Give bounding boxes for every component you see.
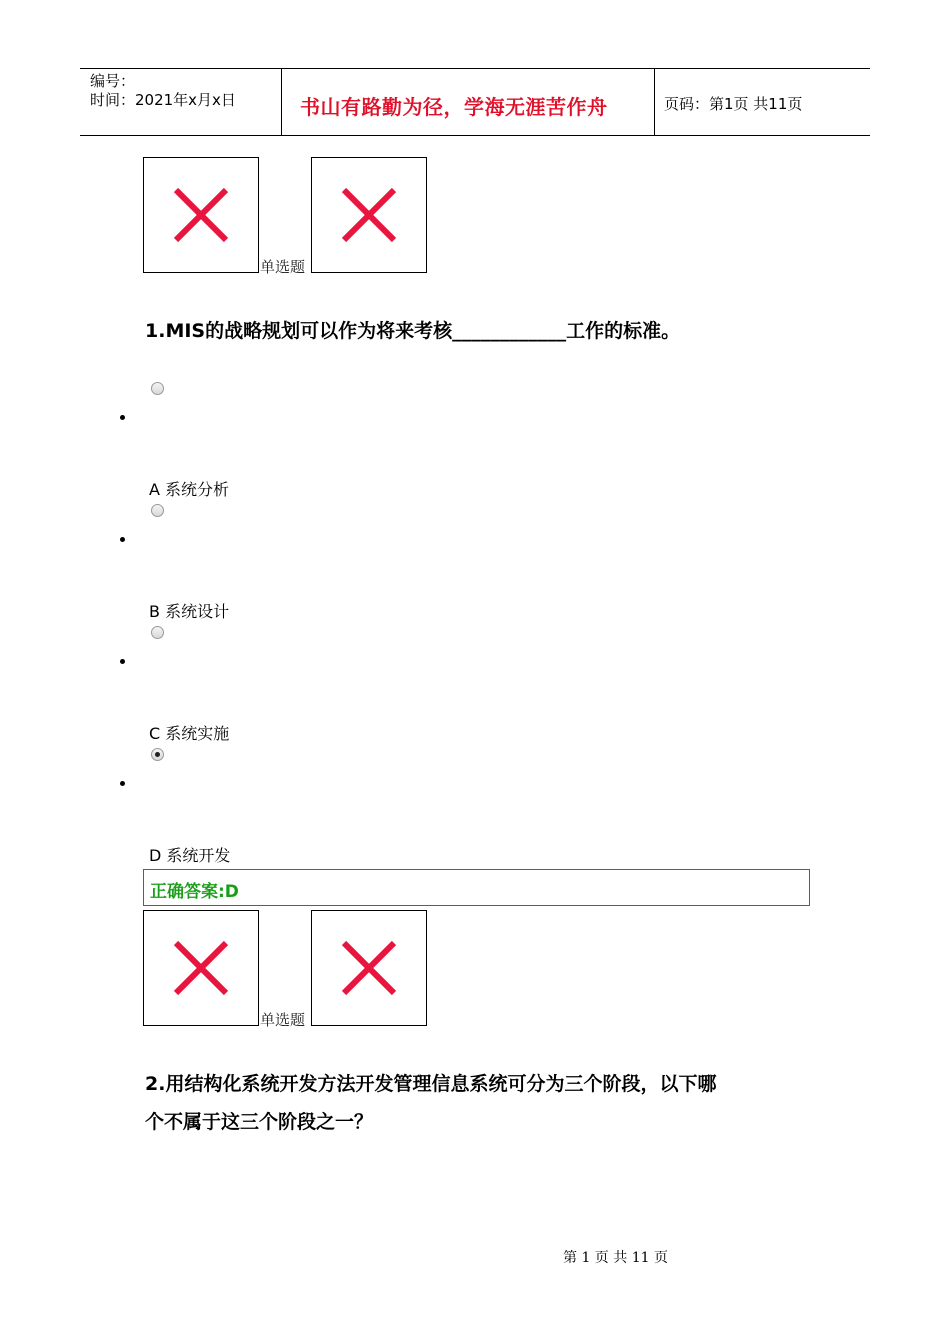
- question-2-text-line1: 2.用结构化系统开发方法开发管理信息系统可分为三个阶段，以下哪: [145, 1073, 717, 1095]
- header-bottom-rule: [80, 135, 870, 136]
- option-b-label: B 系统设计: [149, 602, 230, 621]
- broken-image-x-icon: [172, 186, 230, 244]
- list-bullet: [120, 415, 125, 420]
- question-1-text: 1.MIS的战略规划可以作为将来考核____________工作的标准。: [145, 320, 681, 342]
- broken-image-2: [311, 157, 427, 273]
- list-bullet: [120, 659, 125, 664]
- broken-image-3: [143, 910, 259, 1026]
- question-2-text-line2: 个不属于这三个阶段之一？: [145, 1111, 374, 1133]
- question-type-label: 单选题: [260, 1011, 306, 1029]
- header-top-rule: [80, 68, 870, 69]
- option-c-radio[interactable]: [151, 626, 164, 639]
- header-divider-right: [654, 69, 655, 136]
- broken-image-x-icon: [340, 186, 398, 244]
- option-b-radio[interactable]: [151, 504, 164, 517]
- option-a-label: A 系统分析: [149, 480, 230, 499]
- header-divider-left: [281, 69, 282, 136]
- answer-box: [143, 869, 810, 906]
- broken-image-x-icon: [340, 939, 398, 997]
- page-info: 页码：第1页 共11页: [664, 95, 803, 113]
- broken-image-4: [311, 910, 427, 1026]
- time-label: 时间：2021年x月x日: [90, 91, 236, 109]
- serial-label: 编号：: [90, 72, 136, 90]
- list-bullet: [120, 537, 125, 542]
- list-bullet: [120, 781, 125, 786]
- question-type-label: 单选题: [260, 258, 306, 276]
- correct-answer: 正确答案:D: [150, 882, 239, 902]
- header-motto: 书山有路勤为径，学海无涯苦作舟: [300, 95, 608, 119]
- option-a-radio[interactable]: [151, 382, 164, 395]
- page-footer: 第 1 页 共 11 页: [563, 1250, 668, 1266]
- option-d-radio[interactable]: [151, 748, 164, 761]
- option-c-label: C 系统实施: [149, 724, 230, 743]
- broken-image-x-icon: [172, 939, 230, 997]
- option-d-label: D 系统开发: [149, 846, 231, 865]
- broken-image-1: [143, 157, 259, 273]
